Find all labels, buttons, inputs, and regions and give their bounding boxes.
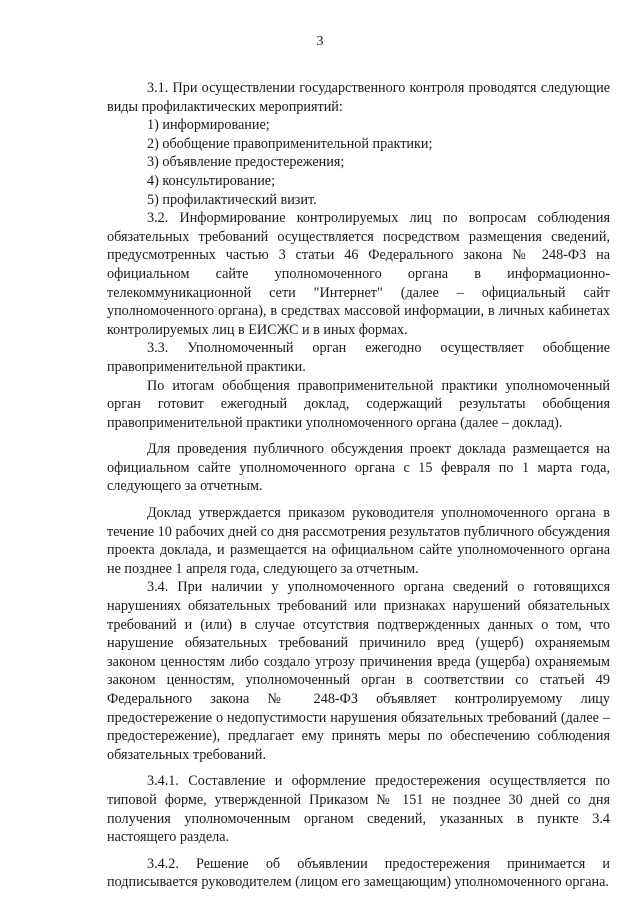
paragraph-3-4-1: 3.4.1. Составление и оформление предостережения осуществляется по типовой форме, утвержденной Приказом № 151 не позднее 30 дней со дня получения уполномоченным органом сведений, указанных в пункте 3.4 настоящего раздела. <box>107 773 610 846</box>
list-item-3: 3) объявление предостережения; <box>147 154 345 171</box>
paragraph-report-approval: Доклад утверждается приказом руководителя уполномоченного органа в течение 10 рабочих дней со дня рассмотрения результатов публичного обсуждения проекта доклада, и размещается на официальном сайте уполномоченного органа не позднее 1 апреля года, следующего за отчетным. <box>107 505 610 577</box>
paragraph-3-4-2: 3.4.2. Решение об объявлении предостережения принимается и подписывается руководителем (лицом его замещающим) уполномоченного органа. <box>107 855 610 891</box>
list-item-5: 5) профилактический визит. <box>147 191 317 208</box>
list-item-2: 2) обобщение правоприменительной практики; <box>147 135 433 152</box>
paragraph-3-1: 3.1. При осуществлении государственного контроля проводятся следующие виды профилактических мероприятий: <box>107 80 610 115</box>
paragraph-3-3: 3.3. Уполномоченный орган ежегодно осуществляет обобщение правоприменительной практики. <box>107 340 610 375</box>
paragraph-report-results: По итогам обобщения правоприменительной практики уполномоченный орган готовит ежегодный доклад, содержащий результаты обобщения правоприменительной практики уполномоченного органа (далее – доклад). <box>107 377 610 431</box>
list-item-1: 1) информирование; <box>147 117 270 134</box>
page-number: 3 <box>316 34 324 49</box>
paragraph-3-4: 3.4. При наличии у уполномоченного органа сведений о готовящихся нарушениях обязательных требований или признаках нарушений обязательных требований и (или) в случае отсутствия подтвержденных данных о том, что нарушение обязательных требований причинило вред (ущерб) охраняемым законом ценностям либо создало угрозу причинения вреда (ущерба) охраняемым законом ценностям, уполномоченный орган в соответствии со статьей 49 Федерального закона № 248-ФЗ объявляет контролируемому лицу предостережение о недопустимости нарушения обязательных требований (далее – предостережение), предлагает ему принять меры по обеспечению соблюдения обязательных требований. <box>107 579 610 763</box>
paragraph-public-discussion: Для проведения публичного обсуждения проект доклада размещается на официальном сайте уполномоченного органа с 15 февраля по 1 марта года, следующего за отчетным. <box>107 441 610 495</box>
paragraph-3-2: 3.2. Информирование контролируемых лиц по вопросам соблюдения обязательных требований осуществляется посредством размещения сведений, предусмотренных частью 3 статьи 46 Федерального закона № 248-ФЗ на официальном сайте уполномоченного органа в информационно-телекоммуникационной сети "Интернет" (далее – официальный сайт уполномоченного органа), в средствах массовой информации, в личных кабинетах контролируемых лиц в ЕИСЖС и в иных формах. <box>107 210 610 338</box>
list-item-4: 4) консультирование; <box>147 172 276 189</box>
document-body <box>107 79 610 892</box>
